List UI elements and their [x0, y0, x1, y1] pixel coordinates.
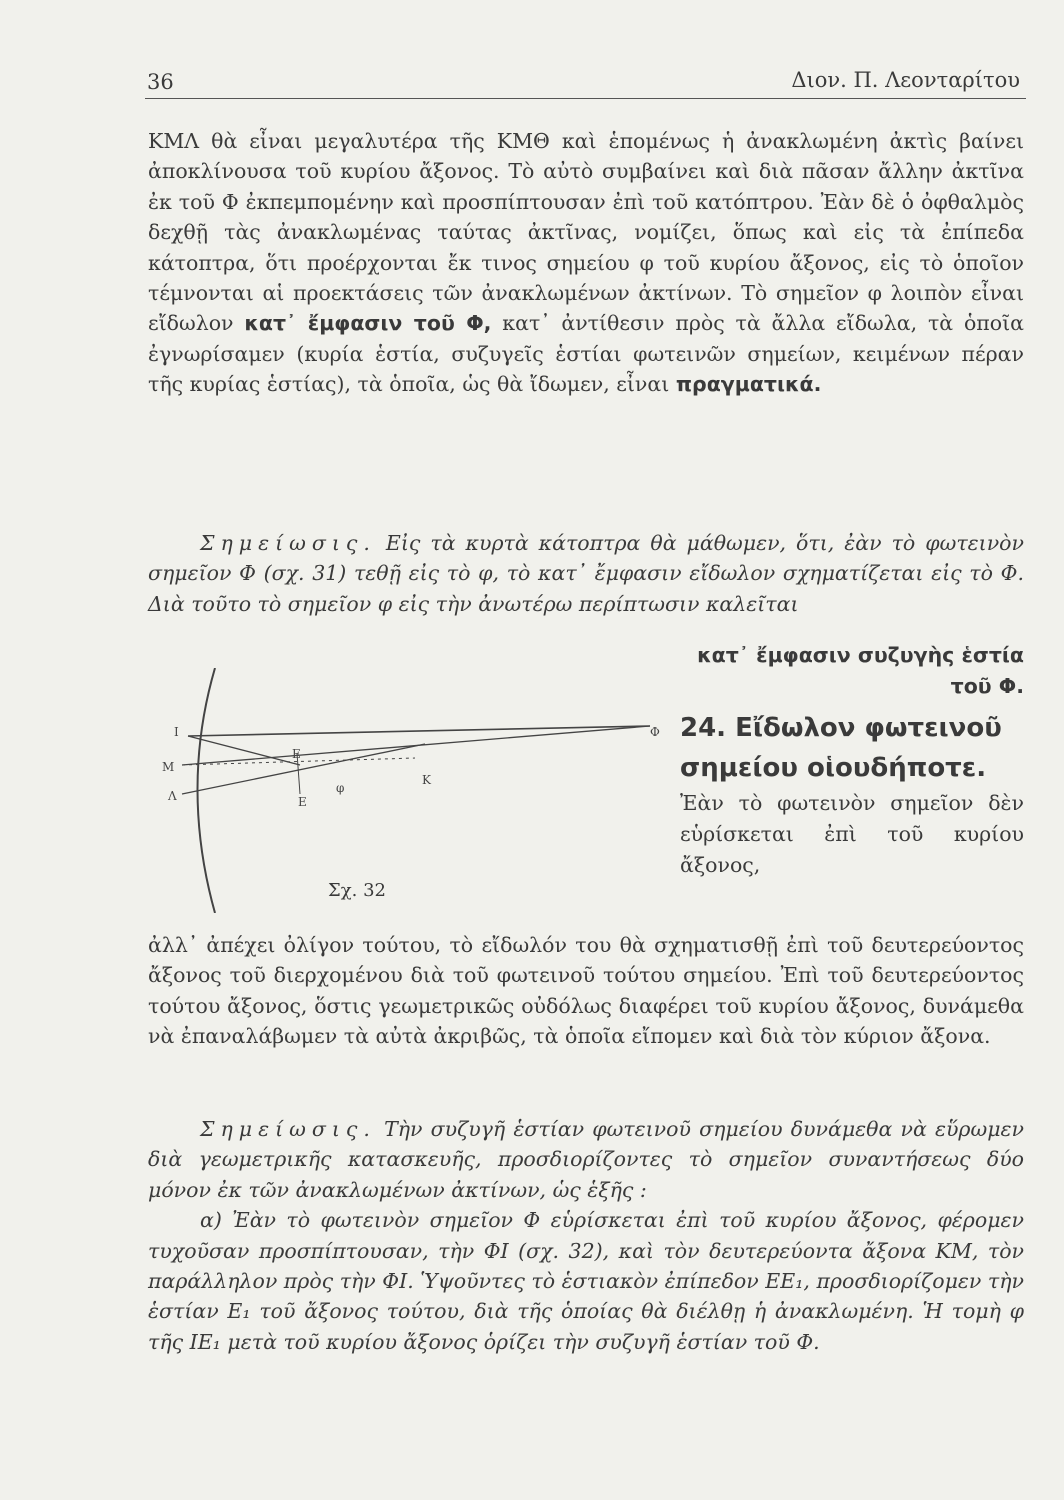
page-header	[145, 62, 1026, 99]
note-2-text: Τὴν συζυγῆ ἑστίαν φωτεινοῦ σημείου δυνάμεθα νὰ εὕρωμεν διὰ γεωμετρικῆς κατασκευῆς, προσδιορίζοντες τὸ σημεῖον συναντήσεως δύο μόνον ἐκ τῶν ἀνακλωμένων ἀκτίνων, ὡς ἑξῆς :	[148, 1117, 1024, 1202]
label-E1: Ε	[292, 747, 301, 761]
note-1	[148, 528, 1024, 619]
intro-text: ΚΜΛ θὰ εἶναι μεγαλυτέρα τῆς ΚΜΘ καὶ ἑπομένως ἡ ἀνακλωμένη ἀκτὶς βαίνει ἀποκλίνουσα τοῦ κυρίου ἄξονος. Τὸ αὐτὸ συμβαίνει καὶ διὰ πᾶσαν ἄλλην ἀκτῖνα ἐκ τοῦ Φ ἐκπεμπομένην καὶ προσπίπτουσαν ἐπὶ τοῦ κατόπτρου. Ἐὰν δὲ ὁ ὀφθαλμὸς δεχθῇ τὰς ἀνακλωμένας ταύτας ἀκτῖνας, νομίζει, ὅπως καὶ εἰς τὰ ἐπίπεδα κάτοπτρα, ὅτι προέρχονται ἔκ τινος σημείου φ τοῦ κυρίου ἄξονος, εἰς τὸ ὁποῖον τέμνονται αἱ προεκτάσεις τῶν ἀνακλωμένων ἀκτίνων. Τὸ σημεῖον φ λοιπὸν εἶναι εἴδωλον	[148, 129, 1024, 336]
note-2-item-a: α) Ἐὰν τὸ φωτεινὸν σημεῖον Φ εὑρίσκεται ἐπὶ τοῦ κυρίου ἄξονος, φέρομεν τυχοῦσαν προσπίπτουσαν, τὴν ΦΙ (σχ. 32), καὶ τὸν δευτερεύοντα ἄξονα ΚΜ, τὸν παράλληλον πρὸς τὴν ΦΙ. Ὑψοῦντες τὸ ἑστιακὸν ἐπίπεδον ΕΕ₁, προσδιορίζομεν τὴν ἑστίαν Ε₁ τοῦ ἄξονος τούτου, διὰ τῆς ὁποίας θὰ διέλθῃ ἡ ἀνακλωμένη. Ἡ τομὴ φ τῆς ΙΕ₁ μετὰ τοῦ κυρίου ἄξονος ὁρίζει τὴν συζυγῆ ἑστίαν τοῦ Φ.	[148, 1208, 1024, 1354]
section-continuation-text: ἀλλ᾽ ἀπέχει ὀλίγον τούτου, τὸ εἴδωλόν του θὰ σχηματισθῇ ἐπὶ τοῦ δευτερεύοντος ἄξονος τοῦ διερχομένου διὰ τοῦ φωτεινοῦ τούτου σημείου. Ἐπὶ τοῦ δευτερεύοντος τούτου ἄξονος, ὅστις γεωμετρικῶς οὐδόλως διαφέρει τοῦ κυρίου ἄξονος, δυνάμεθα νὰ ἐπαναλάβωμεν τὰ αὐτὰ ἀκριβῶς, τὰ ὁποῖα εἴπομεν καὶ διὰ τὸν κύριον ἄξονα.	[148, 933, 1024, 1049]
page-number: 36	[147, 70, 174, 94]
intro-text-2: κατ᾽ ἀντίθεσιν πρὸς τὰ ἄλλα εἴδωλα, τὰ ὁποῖα ἐγνωρίσαμεν (κυρία ἑστία, συζυγεῖς ἑστίαι φωτεινῶν σημείων, κειμένων πέραν τῆς κυρίας ἑστίας), τὰ ὁποῖα, ὡς θὰ ἴδωμεν, εἶναι	[148, 311, 1024, 397]
label-C: Φ	[650, 725, 660, 739]
section-text: Ἐὰν τὸ φωτεινὸν σημεῖον δὲν εὑρίσκεται ἐπὶ τοῦ κυρίου ἄξονος,	[680, 791, 1024, 877]
note-2	[148, 1114, 1024, 1357]
note-1-bold-term: κατ᾽ ἔμφασιν συζυγὴς ἑστία τοῦ Φ.	[697, 643, 1024, 698]
intro-bold-term-2: πραγματικά.	[675, 372, 822, 397]
label-I: Ι	[174, 725, 179, 739]
note-1-label: Σημείωσις.	[200, 531, 376, 555]
intro-paragraph	[148, 126, 1024, 400]
figure-caption: Σχ. 32	[328, 880, 386, 901]
label-M: Μ	[162, 760, 175, 774]
side-column	[680, 640, 1024, 881]
incident-ray	[188, 726, 650, 736]
reflected-ray	[188, 736, 300, 765]
running-head: Διον. Π. Λεονταρίτου	[791, 68, 1020, 92]
note-1-text: Εἰς τὰ κυρτὰ κάτοπτρα θὰ μάθωμεν, ὅτι, ἐὰν τὸ φωτεινὸν σημεῖον Φ (σχ. 31) τεθῇ εἰς τὸ φ, τὸ κατ᾽ ἔμφασιν εἴδωλον σχηματίζεται εἰς τὸ Φ. Διὰ τοῦτο τὸ σημεῖον φ εἰς τὴν ἀνωτέρω περίπτωσιν καλεῖται	[148, 531, 1024, 616]
label-phi: φ	[336, 781, 345, 795]
note-2-label: Σημείωσις.	[200, 1117, 376, 1141]
label-E: Ε	[298, 795, 307, 809]
label-K: Κ	[422, 773, 431, 787]
intro-bold-term: κατ᾽ ἔμφασιν τοῦ Φ,	[244, 311, 492, 336]
section-heading: 24. Εἴδωλον φωτεινοῦ σημείου οἱουδήποτε.	[680, 713, 1002, 783]
figure-32	[160, 668, 670, 913]
label-L: Λ	[168, 789, 177, 803]
secondary-axis	[182, 744, 425, 794]
section-continuation	[148, 930, 1024, 1052]
